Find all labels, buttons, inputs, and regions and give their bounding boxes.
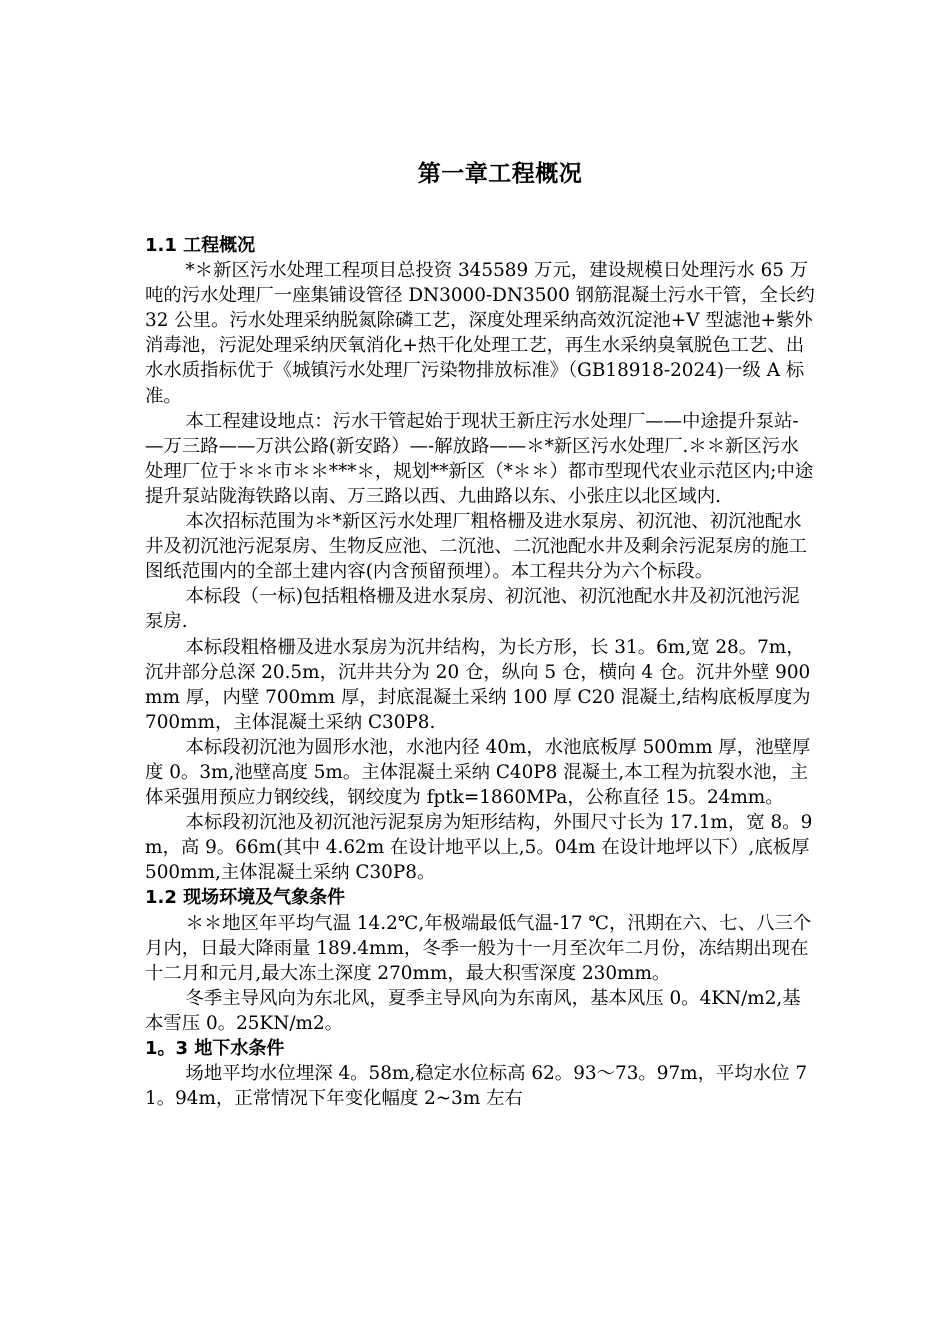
paragraph: *＊新区污水处理工程项目总投资 345589 万元，建设规模日处理污水 65 万吨的污水处理厂一座集铺设管径 DN3000-DN3500 钢筋混凝土污水干管，全长约 32 公里。污水处理采纳脱氮除磷工艺，深度处理采纳高效沉淀池+V 型滤池+紫外消毒池，污泥处理采纳厌氧消化+热干化处理工艺，再生水采纳臭氧脱色工艺、出水水质指标优于《城镇污水处理厂污染物排放标准》（GB18918-2024)一级 A 标准。 (145, 260, 815, 407)
section-heading: 1.2 现场环境及气象条件 (145, 887, 346, 909)
section-1-1 (145, 233, 815, 885)
document-body (145, 233, 815, 1111)
paragraph: ＊＊地区年平均气温 14.2℃,年极端最低气温-17 ℃，汛期在六、七、八三个月内，日最大降雨量 189.4mm，冬季一般为十一月至次年二月份，冻结期出现在十二月和元月,最大冻土深度 270mm，最大积雪深度 230mm。 (145, 912, 812, 984)
paragraph: 本标段（一标)包括粗格栅及进水泵房、初沉池、初沉池配水井及初沉池污泥泵房. (145, 586, 800, 633)
chapter-title: 第一章工程概况 (417, 160, 583, 187)
paragraph: 场地平均水位埋深 4。58m,稳定水位标高 62。93～73。97m，平均水位 71。94m，正常情况下年变化幅度 2~3m 左右 (145, 1063, 808, 1110)
section-1-2 (145, 885, 815, 1036)
paragraph: 本标段初沉池为圆形水池，水池内径 40m，水池底板厚 500mm 厚，池壁厚度 0。3m,池壁高度 5m。主体混凝土采纳 C40P8 混凝土,本工程为抗裂水池，主体采强用预应力钢绞线，钢绞度为 fptk=1860MPa，公称直径 15。24mm。 (145, 736, 811, 809)
paragraph: 本次招标范围为＊*新区污水处理厂粗格栅及进水泵房、初沉池、初沉池配水井及初沉池污泥泵房、生物反应池、二沉池、二沉池配水井及剩余污泥泵房的施工图纸范围内的全部土建内容(内含预留预埋）。本工程共分为六个标段。 (145, 511, 808, 583)
paragraph: 本标段初沉池及初沉池污泥泵房为矩形结构，外围尺寸长为 17.1m，宽 8。9m，高 9。66m(其中 4.62m 在设计地平以上,5。04m 在设计地坪以下）,底板厚 500mm,主体混凝土采纳 C30P8。 (145, 812, 813, 884)
paragraph: 冬季主导风向为东北风，夏季主导风向为东南风，基本风压 0。4KN/m2,基本雪压 0。25KN/m2。 (145, 987, 801, 1034)
section-1-3 (145, 1036, 815, 1111)
paragraph: 本工程建设地点：污水干管起始于现状王新庄污水处理厂——中途提升泵站-—万三路——万洪公路(新安路）—-解放路——＊*新区污水处理厂.＊＊新区污水处理厂位于＊＊市＊＊***＊，规划**新区（*＊＊）都市型现代农业示范区内;中途提升泵站陇海铁路以南、万三路以西、九曲路以东、小张庄以北区域内. (145, 410, 814, 507)
section-heading: 1.1 工程概况 (145, 235, 256, 256)
paragraph: 本标段粗格栅及进水泵房为沉井结构，为长方形，长 31。6m,宽 28。7m，沉井部分总深 20.5m，沉井共分为 20 仓，纵向 5 仓，横向 4 仓。沉井外壁 900mm 厚，内壁 700mm 厚，封底混凝土采纳 100 厚 C20 混凝土,结构底板厚度为 700mm，主体混凝土采纳 C30P8. (145, 636, 811, 733)
section-heading: 1。3 地下水条件 (145, 1038, 285, 1059)
